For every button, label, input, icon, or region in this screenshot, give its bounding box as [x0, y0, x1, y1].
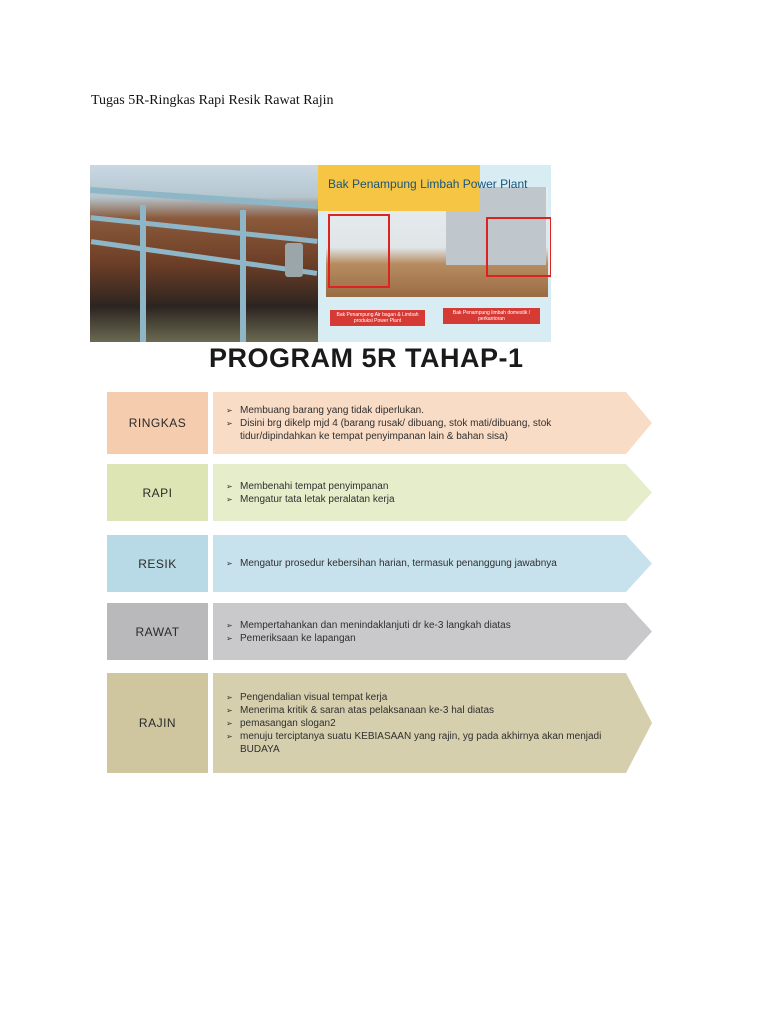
power-plant-photo: [318, 165, 551, 342]
row-label: RAJIN: [107, 673, 208, 773]
label-left: Bak Penampung Air bagan & Limbah produksi Power Plant: [330, 310, 425, 326]
row-items: [226, 464, 618, 521]
row-items: [226, 603, 618, 660]
label-right: Bak Penampung limbah domestik / perkantoran: [443, 308, 540, 324]
railing-bar: [90, 187, 318, 209]
document-title: Tugas 5R-Ringkas Rapi Resik Rawat Rajin: [91, 93, 334, 108]
highlight-box-right: [486, 217, 551, 277]
row-items: [226, 392, 618, 454]
list-item: ➢ pemasangan slogan2: [226, 717, 618, 730]
drain-pipe: [285, 243, 303, 277]
list-item: ➢ menuju terciptanya suatu KEBIASAAN yang rajin, yg pada akhirnya akan menjadi BUDAYA: [226, 730, 618, 756]
row-label: RAWAT: [107, 603, 208, 660]
row-rajin: [107, 673, 652, 773]
list-item: ➢ Mempertahankan dan menindaklanjuti dr ke-3 langkah diatas: [226, 619, 618, 632]
row-rapi: [107, 464, 652, 521]
railing-post: [140, 205, 146, 342]
list-item: ➢ Menerima kritik & saran atas pelaksanaan ke-3 hal diatas: [226, 704, 618, 717]
list-item: ➢ Mengatur tata letak peralatan kerja: [226, 493, 618, 506]
row-items: [226, 535, 618, 592]
list-item: ➢ Pemeriksaan ke lapangan: [226, 632, 618, 645]
railing-post: [240, 210, 246, 342]
list-item: ➢ Membenahi tempat penyimpanan: [226, 480, 618, 493]
program-title: PROGRAM 5R TAHAP-1: [209, 343, 524, 373]
highlight-box-left: [328, 214, 390, 288]
row-ringkas: [107, 392, 652, 454]
row-label: RESIK: [107, 535, 208, 592]
row-items: [226, 673, 618, 773]
tank-photo: [90, 165, 318, 342]
railing-bar: [90, 215, 317, 244]
list-item: ➢ Disini brg dikelp mjd 4 (barang rusak/ dibuang, stok mati/dibuang, stok tidur/dipindahkan ke tempat penyimpanan lain & bahan sisa): [226, 417, 618, 443]
photo-caption: [318, 165, 528, 211]
photo-caption-text: Bak Penampung Limbah Power Plant: [328, 177, 528, 191]
list-item: ➢ Mengatur prosedur kebersihan harian, termasuk penanggung jawabnya: [226, 557, 618, 570]
list-item: ➢ Pengendalian visual tempat kerja: [226, 691, 618, 704]
list-item: ➢ Membuang barang yang tidak diperlukan.: [226, 404, 618, 417]
row-label: RAPI: [107, 464, 208, 521]
row-rawat: [107, 603, 652, 660]
row-resik: [107, 535, 652, 592]
row-label: RINGKAS: [107, 392, 208, 454]
railing-bar: [91, 239, 317, 276]
